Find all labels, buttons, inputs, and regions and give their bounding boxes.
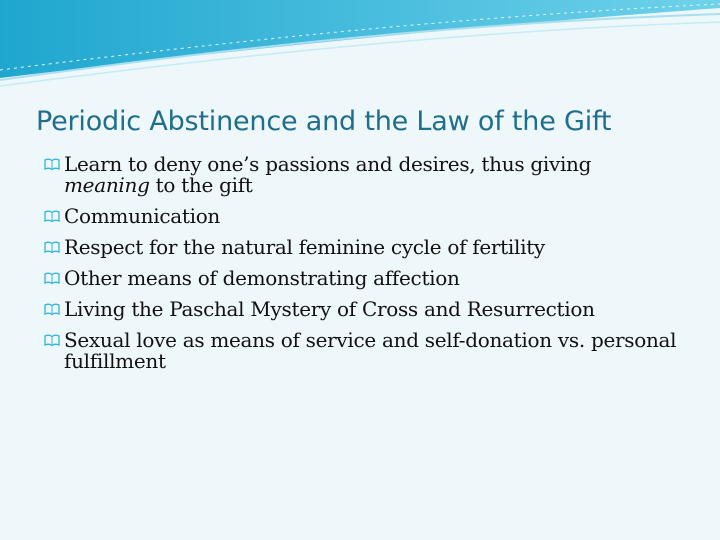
bullet-text: Respect for the natural feminine cycle of fertility: [64, 235, 545, 259]
open-book-icon: [44, 239, 60, 255]
bullet-item: [44, 330, 704, 372]
open-book-icon: [44, 156, 60, 172]
bullet-text: Other means of demonstrating affection: [64, 266, 460, 290]
bullet-item: [44, 154, 704, 196]
bullet-text: Living the Paschal Mystery of Cross and Resurrection: [64, 297, 595, 321]
bullet-text: Communication: [64, 204, 221, 228]
open-book-icon: [44, 208, 60, 224]
bullet-text-tail: to the gift: [149, 173, 253, 197]
bullet-list: [44, 154, 704, 382]
open-book-icon: [44, 332, 60, 348]
bullet-text-lead: Learn to deny one’s passions and desires, thus giving: [64, 152, 592, 176]
bullet-text: Sexual love as means of service and self-donation vs. personal fulfillment: [64, 328, 677, 373]
bullet-item: [44, 268, 704, 289]
open-book-icon: [44, 270, 60, 286]
open-book-icon: [44, 301, 60, 317]
header-wave-decoration: [0, 0, 720, 95]
bullet-text-emphasis: meaning: [64, 173, 150, 197]
bullet-item: [44, 206, 704, 227]
slide-title: Periodic Abstinence and the Law of the Gift: [36, 106, 612, 137]
bullet-item: [44, 237, 704, 258]
bullet-item: [44, 299, 704, 320]
